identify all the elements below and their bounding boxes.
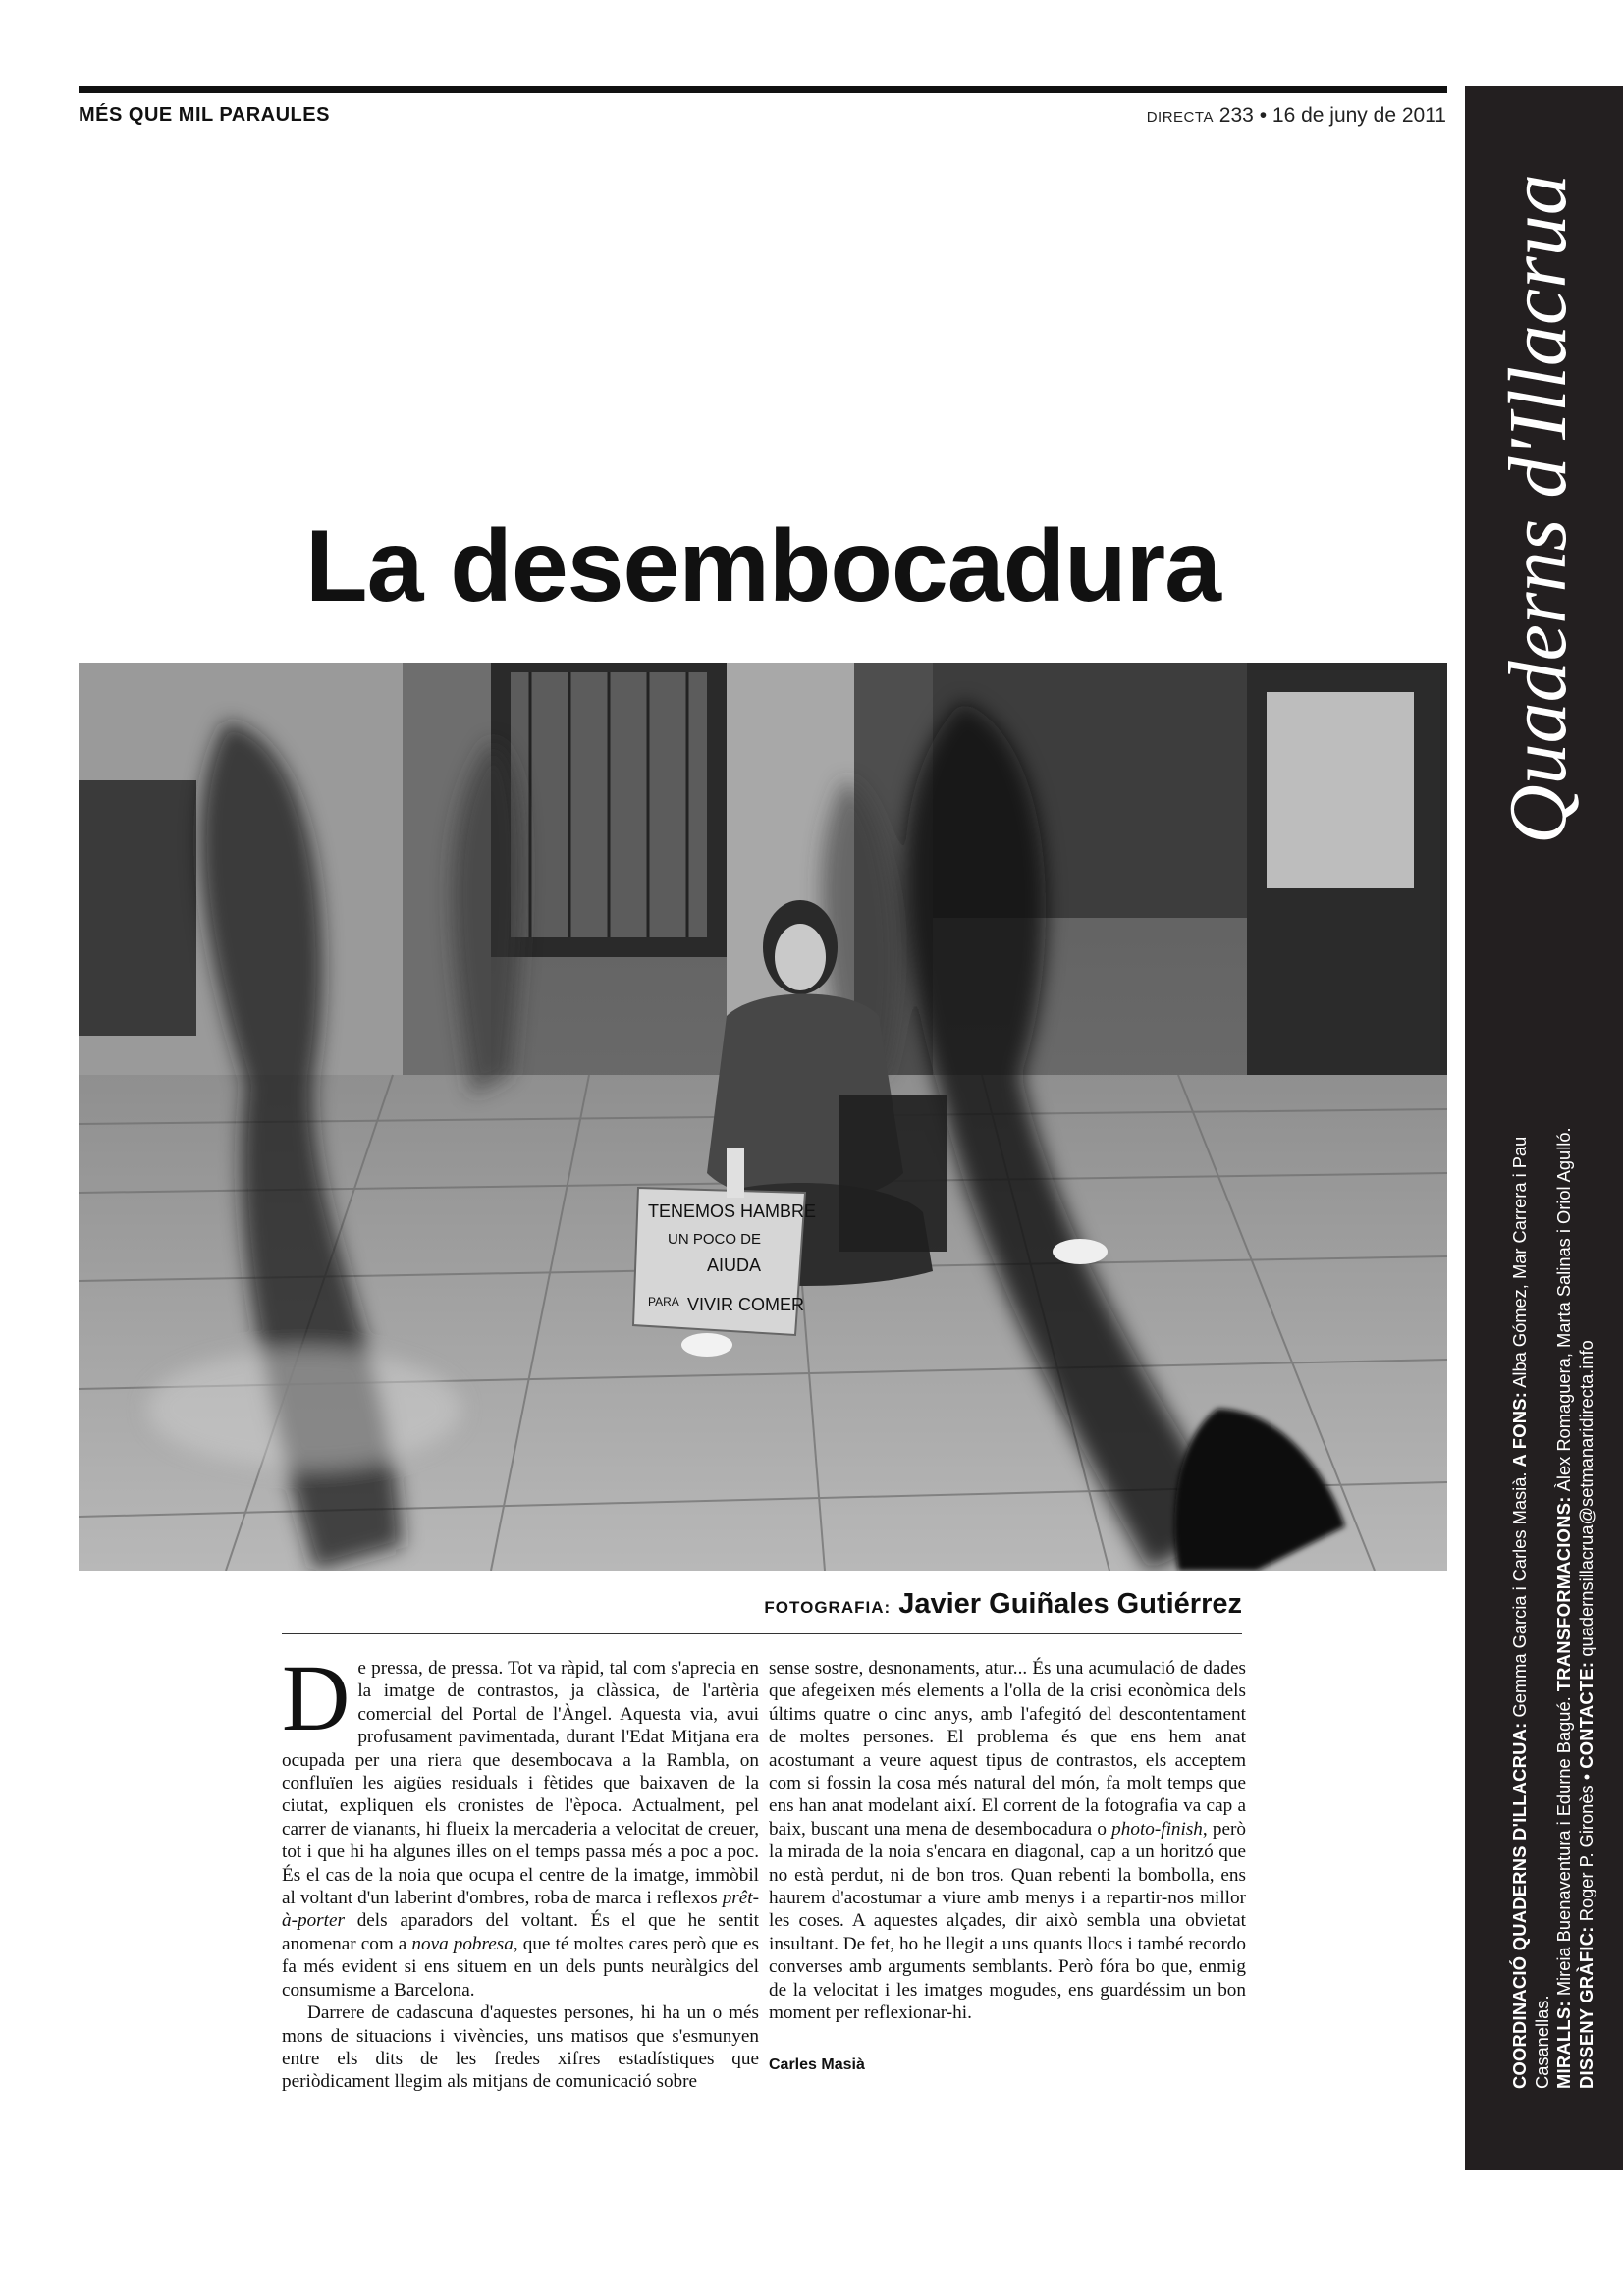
article-column-1 bbox=[282, 1645, 760, 2094]
paragraph-1-emphasis-2: nova pobresa bbox=[411, 1933, 514, 1954]
credit-rule bbox=[282, 1633, 1242, 1634]
contacte-label: CONTACTE: bbox=[1575, 1661, 1596, 1769]
a-fons-value: Alba Gómez, Mar Carrera i Pau Casanellas. bbox=[1509, 1136, 1552, 2089]
article-paragraph-1 bbox=[282, 1645, 760, 2002]
sign-line-4a: PARA bbox=[648, 1295, 679, 1308]
issue-date: 16 de juny de 2011 bbox=[1271, 104, 1446, 127]
masthead-title: Quaderns d'Illacrua bbox=[1492, 174, 1584, 844]
contacte-email[interactable]: quadernsillacrua@setmanaridirecta.info bbox=[1575, 1340, 1596, 1657]
photographer-name: Javier Guiñales Gutiérrez bbox=[898, 1588, 1242, 1620]
disseny-label: DISSENY GRÀFIC: bbox=[1575, 1926, 1596, 2089]
headline: La desembocadura bbox=[305, 509, 1220, 623]
credits-separator: • bbox=[1575, 1773, 1596, 1781]
cardboard-sign bbox=[633, 1188, 816, 1335]
paragraph-1-text-a: e pressa, de pressa. Tot va ràpid, tal com s'aprecia en la imatge de contrastos, ja clàssica, de l'artèria comercial del Portal de l'Àngel. Aquesta via, avui profusament pavimentada, durant l'Edat Mitjana era ocupada per una riera que desembocava a la Rambla, on confluïen les aigües residuals i fètides que baixaven de la ciutat, expliquen els cronistes de l'època. Actualment, pel carrer de vianants, hi flueix la mercaderia a velocitat de creuer, tot i que hi ha algunes illes on el temps passa més a poc a poc. És el cas de la noia que ocupa el centre de la imatge, immòbil al voltant d'un laberint d'ombres, roba de marca i reflexos bbox=[282, 1658, 759, 1909]
credits-line-1 bbox=[1509, 1058, 1553, 2089]
sign-line-3: AIUDA bbox=[707, 1255, 762, 1275]
section-label: MÉS QUE MIL PARAULES bbox=[79, 104, 330, 126]
credits-line-3 bbox=[1576, 1058, 1598, 2089]
disseny-value: Roger P. Gironès bbox=[1575, 1785, 1596, 1922]
photo-credit-label: FOTOGRAFIA: bbox=[764, 1598, 892, 1617]
issue-separator: • bbox=[1259, 104, 1268, 127]
drop-cap: D bbox=[282, 1645, 351, 1750]
issue-number: 233 bbox=[1218, 104, 1254, 127]
paragraph-3-text-b: , però la mirada de la noia s'encara en diagonal, cap a un horitzó que no està perdut, ni de bon tros. Quan rebenti la bombolla, ens haurem d'acostumar a viure amb menys i a repartir-nos millor les coses. A aquestes alçades, dir això sembla una obvietat insultant. De fet, ho he llegit a uns quants llocs i també recordo converses amb arguments semblants. Però fóra bo que, enmig de la velocitat i les imatges mogudes, ens guardéssim un bon moment per reflexionar-hi. bbox=[769, 1818, 1246, 2024]
paragraph-1-emphasis-1: prêt-à-porter bbox=[282, 1888, 760, 1932]
coordination-label: COORDINACIÓ QUADERNS D'ILLACRUA: bbox=[1509, 1722, 1530, 2089]
miralls-label: MIRALLS: bbox=[1553, 2001, 1574, 2089]
paragraph-1-text-c: , que té moltes cares però que es fa més evident si ens situem en un dels punts neuràlgics del consumisme a Barcelona. bbox=[282, 1933, 760, 2001]
article-author: Carles Masià bbox=[769, 2056, 865, 2073]
coordination-value: Gemma Garcia i Carles Masià. bbox=[1509, 1471, 1530, 1718]
sign-line-2: UN POCO DE bbox=[668, 1231, 762, 1248]
paragraph-3-emphasis: photo-finish bbox=[1111, 1818, 1203, 1840]
credits-line-2 bbox=[1553, 1058, 1576, 2089]
water-bottle bbox=[727, 1148, 744, 1198]
street-photo-illustration bbox=[79, 663, 1447, 1571]
sign-line-4b: VIVIR COMER bbox=[687, 1295, 805, 1314]
top-rule bbox=[79, 86, 1447, 93]
issue-line bbox=[1147, 104, 1446, 128]
staff-credits bbox=[1509, 1058, 1597, 2089]
bowl-1 bbox=[681, 1333, 732, 1357]
transformacions-value: Àlex Romaguera, Marta Salinas i Oriol Agulló. bbox=[1553, 1127, 1574, 1492]
paragraph-3-text-a: sense sostre, desnonaments, atur... És una acumulació de dades que afegeixen més elements a l'olla de la crisi econòmica dels últims quatre o cinc anys, amb l'afegitó del descontentament de moltes persones. El problema és que ens hem anat acostumant a veure aquest tipus de contrastos, els acceptem com si fossin la cosa més natural del món, fa molt temps que ens han anat modelant així. El corrent de la fotografia va cap a baix, buscant una mena de desembocadura o bbox=[769, 1658, 1246, 1840]
article-column-2 bbox=[769, 1657, 1246, 2025]
article-paragraph-3 bbox=[769, 1657, 1246, 2025]
photo-credit bbox=[764, 1588, 1242, 1621]
miralls-value: Mireia Buenaventura i Edurne Bagué. bbox=[1553, 1696, 1574, 1997]
article-paragraph-2: Darrere de cadascuna d'aquestes persones, hi ha un o més mons de situacions i vivències, uns matisos que s'esmunyen entre els dits de les fredes xifres estadístiques que periòdicament llegim als mitjans de comunicació sobre bbox=[282, 2002, 759, 2093]
a-fons-label: A FONS: bbox=[1509, 1391, 1530, 1468]
transformacions-label: TRANSFORMACIONS: bbox=[1553, 1496, 1574, 1692]
publication-name: DIRECTA bbox=[1146, 109, 1214, 126]
sign-line-1: TENEMOS HAMBRE bbox=[648, 1201, 817, 1221]
paragraph-1-text-b: dels aparadors del voltant. És el que he sentit anomenar com a bbox=[282, 1910, 759, 1954]
bowl-2 bbox=[1053, 1239, 1108, 1264]
main-photo bbox=[79, 663, 1447, 1571]
